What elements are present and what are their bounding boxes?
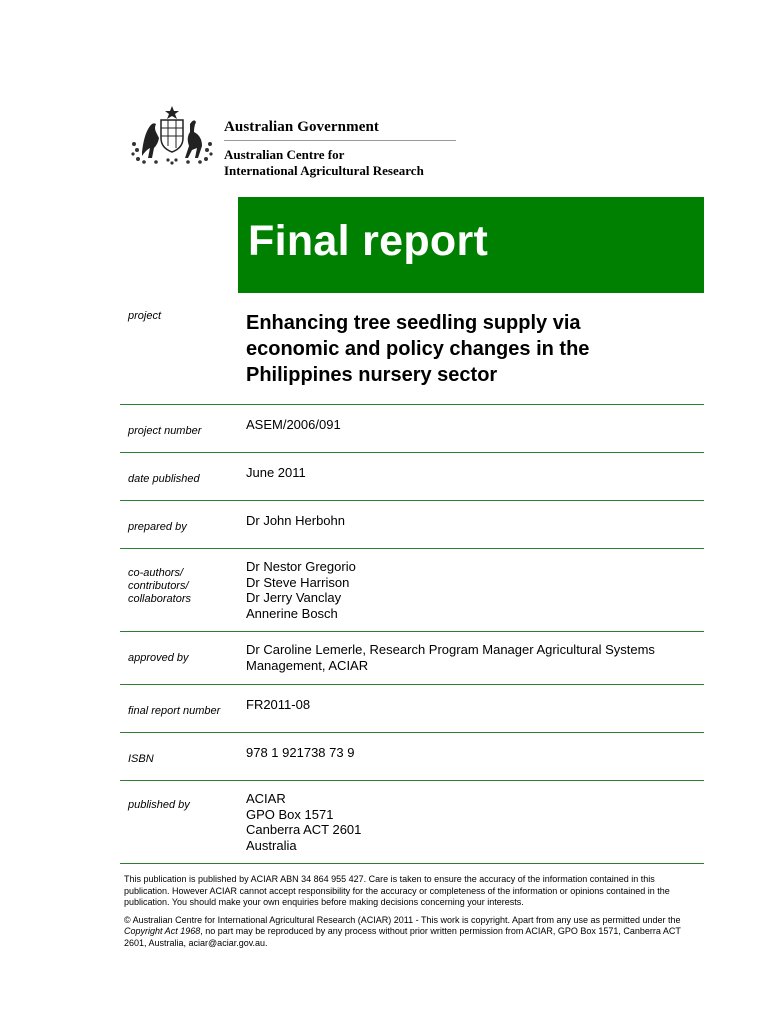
publisher-address-line: Australia — [246, 837, 297, 853]
footer-notice — [124, 874, 684, 955]
prepared-by-value: Dr John Herbohn — [246, 513, 345, 528]
project-title — [246, 310, 589, 388]
row-published-by — [120, 781, 704, 864]
copyright-text-pre: © Australian Centre for International Agricultural Research (ACIAR) 2011 - This work is copyright. Apart from any use as permitted under the — [124, 914, 681, 925]
project-title-line: economic and policy changes in the — [246, 338, 590, 360]
isbn-value: 978 1 921738 73 9 — [246, 745, 355, 760]
prepared-by-label: prepared by — [128, 521, 187, 533]
report-metadata — [120, 300, 704, 864]
government-block — [224, 118, 456, 179]
copyright-act-title: Copyright Act 1968 — [124, 926, 201, 936]
header-divider — [224, 140, 456, 141]
row-date-published — [120, 453, 704, 501]
banner-title: Final report — [248, 217, 489, 265]
project-number-label: project number — [128, 425, 202, 437]
government-name: Australian Government — [224, 119, 380, 135]
agency-name-line2: International Agricultural Research — [224, 163, 424, 178]
row-approved-by — [120, 632, 704, 685]
date-published-value: June 2011 — [246, 465, 306, 480]
co-author-name: Dr Jerry Vanclay — [246, 590, 342, 605]
disclaimer-text: This publication is published by ACIAR ABN 34 864 955 427. Care is taken to ensure the accuracy of the information contained in this publication. However ACIAR cannot accept responsibility for the accuracy or completeness of the information or opinions contained in the publication. You should make your own enquiries before making decisions concerning your interests. — [124, 874, 670, 907]
co-authors-value — [246, 559, 356, 621]
publisher-address-line: Canberra ACT 2601 — [246, 822, 362, 837]
final-report-banner — [238, 197, 704, 293]
project-label: project — [128, 310, 162, 322]
date-published-label: date published — [128, 473, 200, 485]
co-author-name: Annerine Bosch — [246, 605, 338, 621]
approved-by-label: approved by — [128, 652, 189, 664]
row-isbn — [120, 733, 704, 781]
copyright-text-post: , no part may be reproduced by any process without prior written permission from ACIAR, GPO Box 1571, Canberra ACT 2601, Australia, aciar@aciar.gov.au. — [124, 926, 681, 948]
project-title-line: Enhancing tree seedling supply via — [246, 312, 581, 334]
co-authors-label — [128, 567, 191, 606]
row-project — [120, 300, 704, 405]
co-author-name: Dr Steve Harrison — [246, 574, 350, 590]
published-by-value — [246, 791, 361, 853]
row-co-authors — [120, 549, 704, 632]
header — [128, 100, 468, 182]
co-authors-label-line: co-authors/ — [128, 567, 184, 579]
row-project-number — [120, 405, 704, 453]
row-final-report-number — [120, 685, 704, 733]
copyright-text — [124, 915, 684, 950]
publisher-address-line: GPO Box 1571 — [246, 806, 334, 822]
approved-by-value — [246, 642, 706, 673]
agency-name-line1: Australian Centre for — [224, 147, 345, 162]
final-report-number-value: FR2011-08 — [246, 697, 311, 712]
project-number-value: ASEM/2006/091 — [246, 417, 341, 432]
published-by-label: published by — [128, 799, 190, 811]
project-title-line: Philippines nursery sector — [246, 364, 498, 386]
co-authors-label-line: contributors/ — [128, 580, 189, 592]
isbn-label: ISBN — [128, 753, 154, 765]
co-authors-label-line: collaborators — [128, 593, 191, 605]
row-prepared-by — [120, 501, 704, 549]
final-report-number-label: final report number — [128, 705, 221, 717]
publisher-address-line: ACIAR — [246, 791, 286, 806]
approved-by-line: Management, ACIAR — [246, 657, 369, 673]
coat-of-arms-icon — [128, 104, 216, 166]
approved-by-line: Dr Caroline Lemerle, Research Program Manager Agricultural Systems — [246, 642, 655, 657]
co-author-name: Dr Nestor Gregorio — [246, 559, 356, 574]
